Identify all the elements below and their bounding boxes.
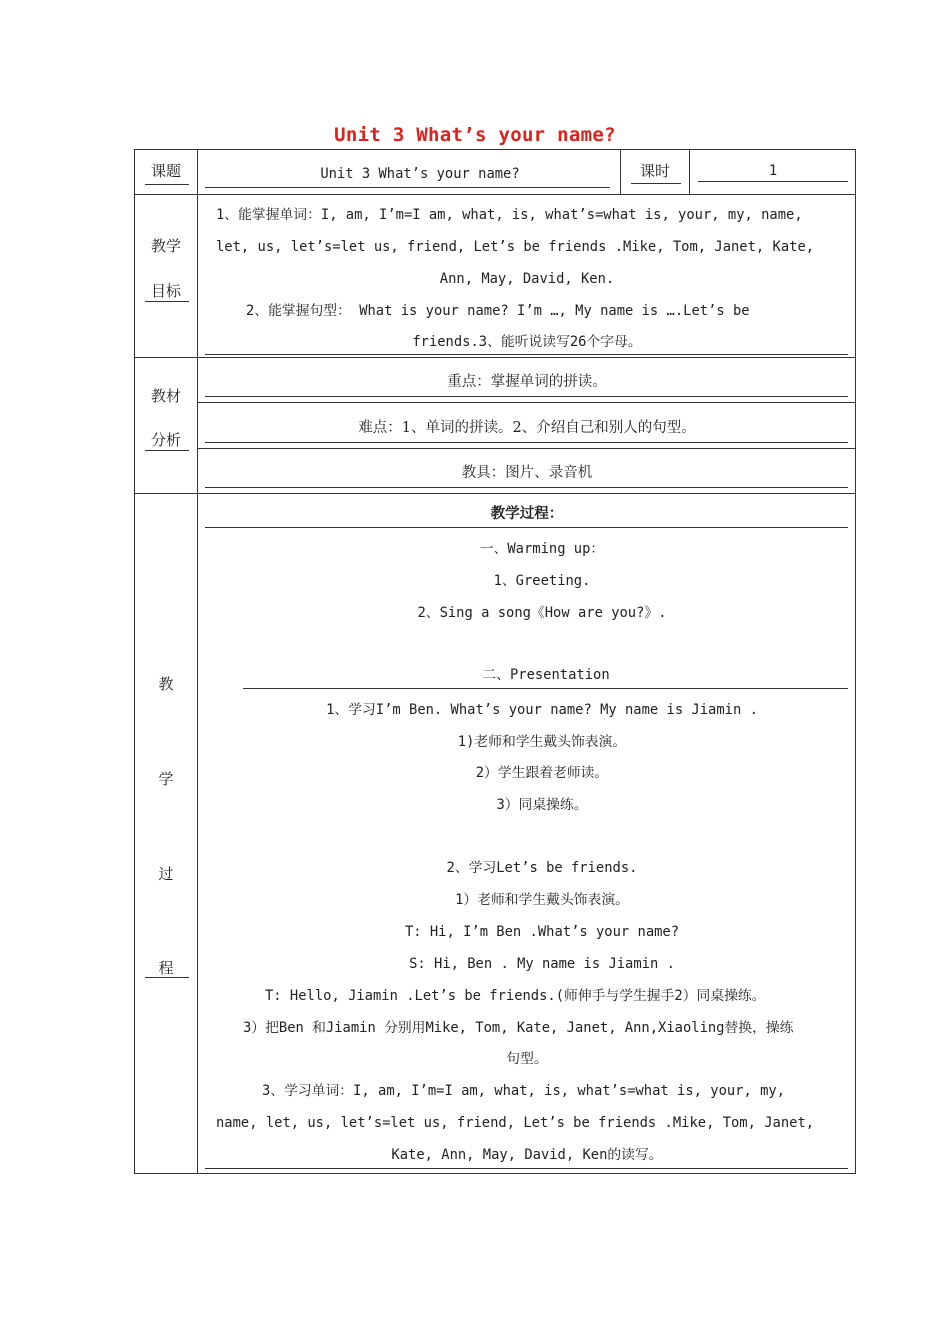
process-line: 2、学习Let’s be friends. bbox=[446, 860, 638, 876]
teaching-tools: 教具：图片、录音机 bbox=[461, 465, 593, 481]
objectives-underline bbox=[205, 354, 848, 355]
objective-line: friends.3、能听说读写26个字母。 bbox=[412, 334, 642, 350]
objective-line: Ann, May, David, Ken. bbox=[439, 271, 615, 287]
process-line: 1、学习I’m Ben. What’s your name? My name is Jiamin . bbox=[326, 702, 758, 718]
process-line: 1）老师和学生戴头饰表演。 bbox=[455, 892, 629, 908]
difficulty-underline bbox=[205, 442, 848, 443]
process-line: 二、Presentation bbox=[482, 667, 610, 683]
process-line: name, let, us, let’s=let us, friend, Let’s be friends .Mike, Tom, Janet, bbox=[216, 1115, 815, 1131]
topic-value-underline bbox=[205, 187, 610, 188]
process-label-char: 过 bbox=[158, 865, 174, 883]
objective-line: let, us, let’s=let us, friend, Let’s be friends .Mike, Tom, Janet, Kate, bbox=[216, 239, 815, 255]
period-label-underline bbox=[631, 183, 681, 184]
topic-label: 课题 bbox=[150, 162, 181, 180]
period-value-underline bbox=[698, 181, 848, 182]
difficulty: 难点：1、单词的拼读。2、介绍自己和别人的句型。 bbox=[358, 420, 696, 436]
row-divider-analysis bbox=[134, 493, 856, 494]
key-point-underline bbox=[205, 396, 848, 397]
process-label-char: 教 bbox=[158, 675, 174, 693]
key-point: 重点：掌握单词的拼读。 bbox=[447, 374, 607, 390]
period-value: 1 bbox=[768, 163, 778, 179]
document-title: Unit 3 What’s your name? bbox=[334, 124, 616, 146]
analysis-label-1: 教材 bbox=[150, 387, 181, 405]
process-heading-underline bbox=[205, 527, 848, 528]
label-column-divider bbox=[197, 149, 198, 1174]
process-heading: 教学过程： bbox=[490, 505, 564, 522]
process-line: S: Hi, Ben . My name is Jiamin . bbox=[409, 956, 675, 972]
process-line: T: Hi, I’m Ben .What’s your name? bbox=[404, 924, 680, 940]
process-line: 1、Greeting. bbox=[493, 573, 591, 589]
objective-line: 2、能掌握句型： What is your name? I’m …, My name is ….Let’s be bbox=[246, 303, 750, 319]
process-line: 2、Sing a song《How are you?》. bbox=[417, 605, 667, 621]
analysis-label-2: 分析 bbox=[150, 431, 181, 449]
process-line: Kate, Ann, May, David, Ken的读写。 bbox=[391, 1147, 663, 1163]
row-divider-objectives bbox=[134, 357, 856, 358]
analysis-label-underline bbox=[145, 450, 189, 451]
objective-line: 1、能掌握单词：I, am, I’m=I am, what, is, what’s=what is, your, my, name, bbox=[216, 207, 803, 223]
process-line: T: Hello, Jiamin .Let’s be friends.(师伸手与学生握手2）同桌操练。 bbox=[265, 988, 766, 1004]
period-label: 课时 bbox=[639, 162, 670, 180]
process-line: 3）同桌操练。 bbox=[496, 797, 588, 813]
header-divider-2 bbox=[689, 149, 690, 194]
row-divider-keypoint bbox=[197, 402, 856, 403]
process-line: 2）学生跟着老师读。 bbox=[475, 765, 609, 781]
process-label-char: 程 bbox=[158, 959, 174, 977]
topic-value: Unit 3 What’s your name? bbox=[320, 166, 520, 182]
teaching-tools-underline bbox=[205, 487, 848, 488]
process-label-underline bbox=[145, 977, 189, 978]
objectives-label-2: 目标 bbox=[150, 282, 181, 300]
row-divider-difficulty bbox=[197, 448, 856, 449]
topic-label-underline bbox=[145, 184, 189, 185]
process-line: 一、Warming up： bbox=[479, 541, 605, 557]
objectives-label-underline bbox=[145, 301, 189, 302]
process-label-char: 学 bbox=[158, 770, 174, 788]
objectives-label-1: 教学 bbox=[150, 237, 181, 255]
row-divider-header bbox=[134, 194, 856, 195]
process-line: 1)老师和学生戴头饰表演。 bbox=[457, 734, 627, 750]
process-bottom-underline bbox=[205, 1168, 848, 1169]
presentation-underline bbox=[243, 688, 848, 689]
process-line: 3、学习单词：I, am, I’m=I am, what, is, what’s=what is, your, my, bbox=[262, 1083, 786, 1099]
process-line: 句型。 bbox=[506, 1051, 548, 1067]
process-line: 3）把Ben 和Jiamin 分别用Mike, Tom, Kate, Janet, Ann,Xiaoling替换，操练 bbox=[243, 1020, 794, 1036]
